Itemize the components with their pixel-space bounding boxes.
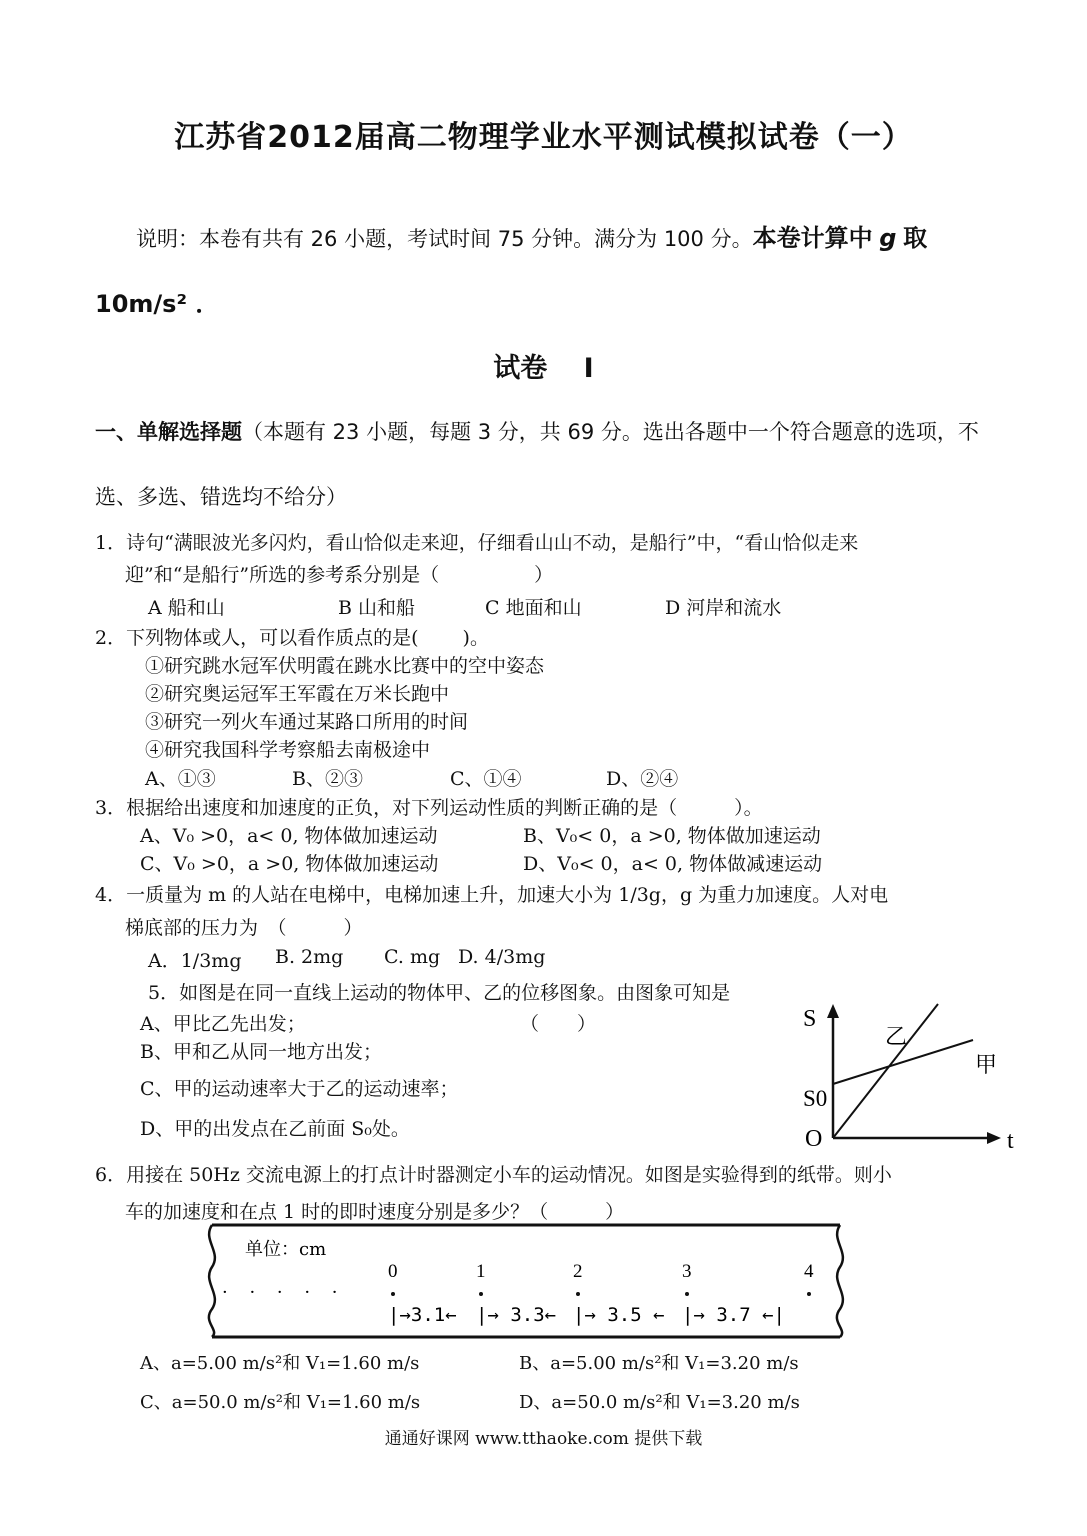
q2-item-1: ①研究跳水冠军伏明霞在跳水比赛中的空中姿态: [145, 655, 545, 677]
q1-option-d: D 河岸和流水: [665, 597, 782, 619]
displacement-graph: [795, 1000, 1035, 1160]
q6-option-b: B、a=5.00 m/s²和 V₁=3.20 m/s: [519, 1353, 799, 1374]
part1-heading-rest: （本题有 23 小题，每题 3 分，共 69 分。选出各题中一个符合题意的选项，不: [242, 420, 979, 444]
page-title: 江苏省2012届高二物理学业水平测试模拟试卷（一）: [174, 120, 913, 155]
tape-dot-3: [685, 1292, 689, 1296]
q1-option-a: A 船和山: [148, 597, 225, 619]
q3-option-b: B、V₀< 0，a >0, 物体做加速运动: [523, 825, 821, 847]
footer-text: 通通好课网 www.tthaoke.com 提供下载: [384, 1429, 703, 1449]
paper-tape: [200, 1222, 850, 1344]
q2-option-c: C、①④: [450, 768, 522, 790]
exam-note: [136, 218, 927, 253]
q4-option-c: C. mg: [384, 946, 441, 968]
q3-option-d: D、V₀< 0，a< 0, 物体做减速运动: [523, 853, 823, 875]
tape-right-edge: [837, 1225, 843, 1337]
tape-dot-0: [391, 1292, 395, 1296]
q1-line2: 迎”和“是船行”所选的参考系分别是（ ）: [125, 564, 554, 586]
q5-option-c: C、甲的运动速率大于乙的运动速率；: [140, 1078, 459, 1100]
tape-point-3: 3: [682, 1261, 692, 1282]
q5-bracket: （ ）: [520, 1013, 597, 1035]
q6-option-d: D、a=50.0 m/s²和 V₁=3.20 m/s: [519, 1392, 800, 1413]
tape-unit: 单位：cm: [245, 1239, 327, 1260]
q5-option-b: B、甲和乙从同一地方出发；: [140, 1041, 382, 1063]
q1-line1: 1．诗句“满眼波光多闪灼，看山恰似走来迎，仔细看山山不动，是船行”中，“看山恰似走来: [95, 532, 859, 554]
t-axis-label: t: [1007, 1128, 1014, 1154]
tape-dots-left: · · · · ·: [222, 1282, 346, 1303]
q6-line1: 6．用接在 50Hz 交流电源上的打点计时器测定小车的运动情况。如图是实验得到的纸带。则小: [95, 1164, 892, 1186]
tape-segment-2: |→ 3.3←: [476, 1304, 557, 1326]
section-title: 试卷 I: [493, 353, 594, 384]
q1-option-c: C 地面和山: [485, 597, 582, 619]
q5-line1: 5．如图是在同一直线上运动的物体甲、乙的位移图象。由图象可知是: [148, 982, 731, 1004]
tape-segment-1: |→3.1←: [388, 1304, 457, 1326]
s0-label: S0: [803, 1086, 828, 1111]
q2-line1: 2．下列物体或人，可以看作质点的是( )。: [95, 627, 489, 649]
s-axis-label: S: [803, 1006, 817, 1032]
part1-heading: [95, 416, 979, 446]
q4-option-b: B. 2mg: [275, 946, 344, 968]
tape-dot-1: [479, 1292, 483, 1296]
q6-option-a: A、a=5.00 m/s²和 V₁=1.60 m/s: [140, 1353, 420, 1374]
note-bold: 本卷计算中: [752, 224, 873, 252]
tape-point-2: 2: [573, 1261, 583, 1282]
tape-point-0: 0: [388, 1261, 398, 1282]
tape-dot-2: [576, 1292, 580, 1296]
tape-left-edge: [209, 1225, 215, 1337]
q3-option-a: A、V₀ >0，a< 0, 物体做加速运动: [140, 825, 438, 847]
note-g: g: [879, 224, 897, 252]
line-yi-label: 乙: [885, 1025, 908, 1050]
tape-point-4: 4: [804, 1261, 814, 1282]
tape-segment-4: |→ 3.7 ←|: [682, 1304, 785, 1326]
q2-option-b: B、②③: [292, 768, 363, 790]
q2-option-a: A、①③: [145, 768, 216, 790]
q4-option-d: D. 4/3mg: [458, 946, 546, 968]
part1-heading-line2: 选、多选、错选均不给分）: [95, 485, 347, 509]
note-gravity: 10m/s² ．: [95, 290, 220, 318]
tape-dot-4: [807, 1292, 811, 1296]
q4-line1: 4．一质量为 m 的人站在电梯中，电梯加速上升，加速大小为 1/3g，g 为重力加速度。人对电: [95, 884, 889, 906]
note-text: 说明：本卷有共有 26 小题，考试时间 75 分钟。满分为 100 分。: [136, 227, 753, 251]
origin-label: O: [805, 1126, 823, 1152]
s-axis-arrow: [827, 1004, 839, 1018]
q2-item-4: ④研究我国科学考察船去南极途中: [145, 739, 431, 761]
tape-segment-3: |→ 3.5 ←: [573, 1304, 665, 1326]
tape-point-1: 1: [476, 1261, 486, 1282]
q3-option-c: C、V₀ >0，a >0, 物体做加速运动: [140, 853, 439, 875]
line-jia-label: 甲: [975, 1053, 998, 1078]
q5-option-d: D、甲的出发点在乙前面 S₀处。: [140, 1118, 410, 1140]
q4-line2: 梯底部的压力为 （ ）: [125, 917, 363, 939]
q5-option-a: A、甲比乙先出发；: [140, 1013, 306, 1035]
q2-item-2: ②研究奥运冠军王军霞在万米长跑中: [145, 683, 450, 705]
q6-option-c: C、a=50.0 m/s²和 V₁=1.60 m/s: [140, 1392, 421, 1413]
t-axis-arrow: [987, 1132, 1001, 1144]
q6-line2: 车的加速度和在点 1 时的即时速度分别是多少？（ ）: [125, 1201, 625, 1223]
q4-option-a: A．1/3mg: [148, 950, 242, 972]
q2-item-3: ③研究一列火车通过某路口所用的时间: [145, 711, 469, 733]
q3-line1: 3．根据给出速度和加速度的正负，对下列运动性质的判断正确的是（ ）。: [95, 797, 763, 819]
q2-option-d: D、②④: [606, 768, 679, 790]
part1-heading-bold: 一、单解选择题: [95, 420, 242, 444]
q1-option-b: B 山和船: [338, 597, 416, 619]
note-take: 取: [903, 224, 928, 252]
